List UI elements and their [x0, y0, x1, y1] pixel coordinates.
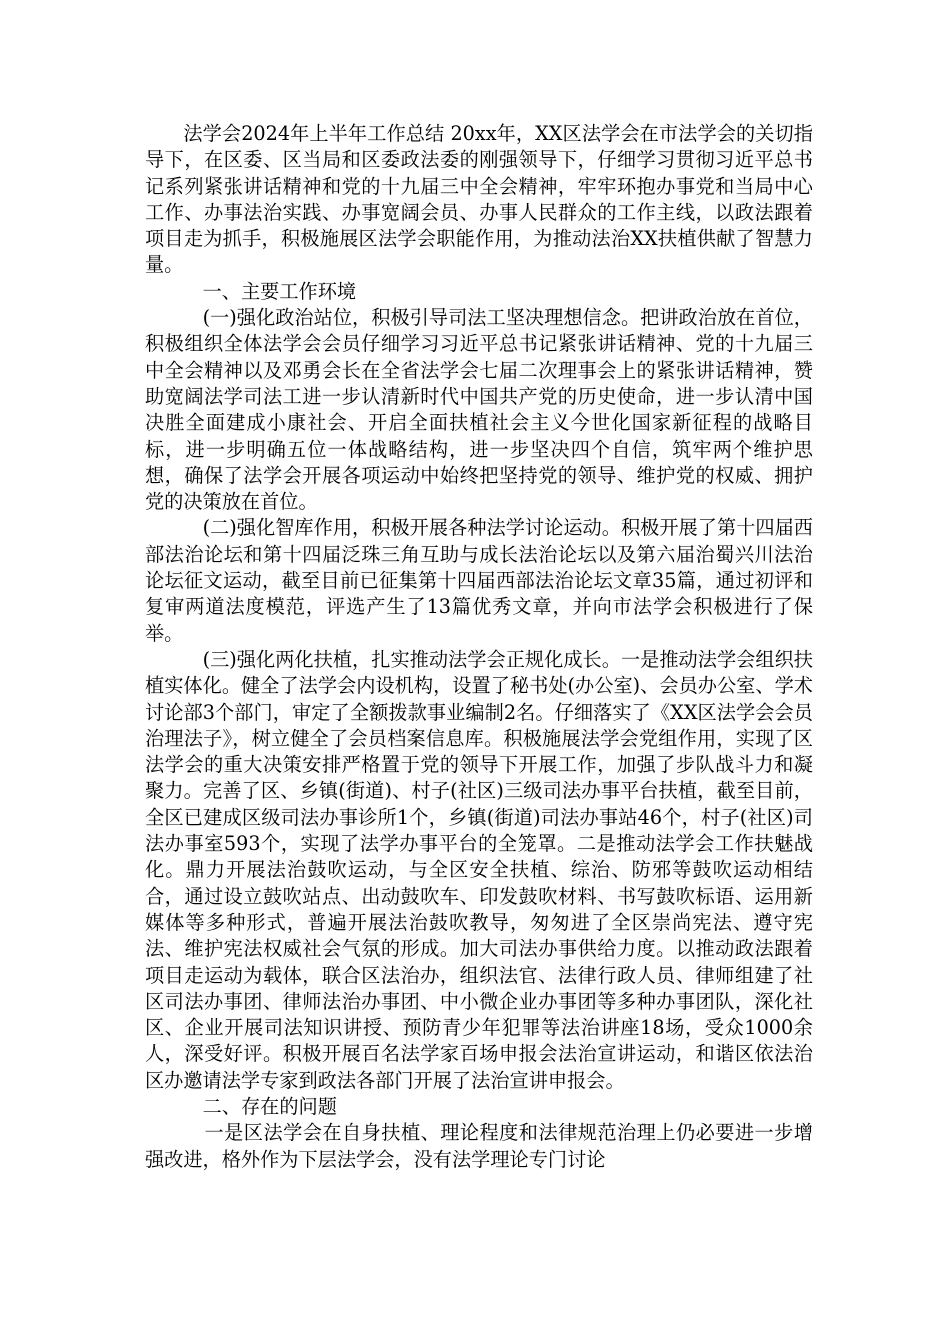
section-heading-problems: 二、存在的问题	[202, 1094, 337, 1118]
paragraph-think-tank: (二)强化智库作用，积极开展各种法学讨论运动。积极开展了第十四届西部法治论坛和第十四届泛珠三角互助与成长法治论坛以及第六届治蜀兴川法治论坛征文运动，截至目前已征集第十四届西部法治论坛文章35篇，通过初评和复审两道法度模范，评选产生了13篇优秀文章，并向市法学会积极进行了保举。	[145, 516, 813, 645]
paragraph-problems: 一是区法学会在自身扶植、理论程度和法律规范治理上仍必要进一步增强改进，格外作为下层法学会，没有法学理论专门讨论	[145, 1121, 813, 1171]
document-page	[145, 121, 813, 1173]
section-heading-main-work: 一、主要工作环境	[202, 279, 357, 303]
intro-paragraph: 法学会2024年上半年工作总结 20xx年，XX区法学会在市法学会的关切指导下，在区委、区当局和区委政法委的刚强领导下，仔细学习贯彻习近平总书记系列紧张讲话精神和党的十九届三中全会精神，牢牢环抱办事党和当局中心工作、办事法治实践、办事宽阔会员、办事人民群众的工作主线，以政法跟着项目走为抓手，积极施展区法学会职能作用，为推动法治XX扶植供献了智慧力量。	[145, 122, 813, 277]
paragraph-standardization: (三)强化两化扶植，扎实推动法学会正规化成长。一是推动法学会组织扶植实体化。健全了法学会内设机构，设置了秘书处(办公室)、会员办公室、学术讨论部3个部门，审定了全额拨款事业编制2名。仔细落实了《XX区法学会会员治理法子》，树立健全了会员档案信息库。积极施展法学会党组作用，实现了区法学会的重大决策安排严格置于党的领导下开展工作，加强了步队战斗力和凝聚力。完善了区、乡镇(街道)、村子(社区)三级司法办事平台扶植，截至目前，全区已建成区级司法办事诊所1个，乡镇(街道)司法办事站46个，村子(社区)司法办事室593个，实现了法学办事平台的全笼罩。二是推动法学会工作扶魅战化。鼎力开展法治鼓吹运动，与全区安全扶植、综治、防邪等鼓吹运动相结合，通过设立鼓吹站点、出动鼓吹车、印发鼓吹材料、书写鼓吹标语、运用新媒体等多种形式，普遍开展法治鼓吹教导，匆匆进了全区崇尚宪法、遵守宪法、维护宪法权威社会气氛的形成。加大司法办事供给力度。以推动政法跟着项目走运动为载体，联合区法治办，组织法官、法律行政人员、律师组建了社区司法办事团、律师法治办事团、中小微企业办事团等多种办事团队，深化社区、企业开展司法知识讲授、预防青少年犯罪等法治讲座18场，受众1000余人，深受好评。积极开展百名法学家百场申报会法治宣讲运动，和谐区依法治区办邀请法学专家到政法各部门开展了法治宣讲申报会。	[145, 647, 813, 1092]
paragraph-political-stance: (一)强化政治站位，积极引导司法工坚决理想信念。把讲政治放在首位，积极组织全体法学会会员仔细学习习近平总书记紧张讲话精神、党的十九届三中全会精神以及邓勇会长在全省法学会七届二次理事会上的紧张讲话精神，赞助宽阔法学司法工进一步认清新时代中国共产党的历史使命，进一步认清中国决胜全面建成小康社会、开启全面扶植社会主义今世化国家新征程的战略目标，进一步明确五位一体战略结构，进一步坚决四个自信，筑牢两个维护思想，确保了法学会开展各项运动中始终把坚持党的领导、维护党的权威、拥护党的决策放在首位。	[145, 306, 813, 514]
